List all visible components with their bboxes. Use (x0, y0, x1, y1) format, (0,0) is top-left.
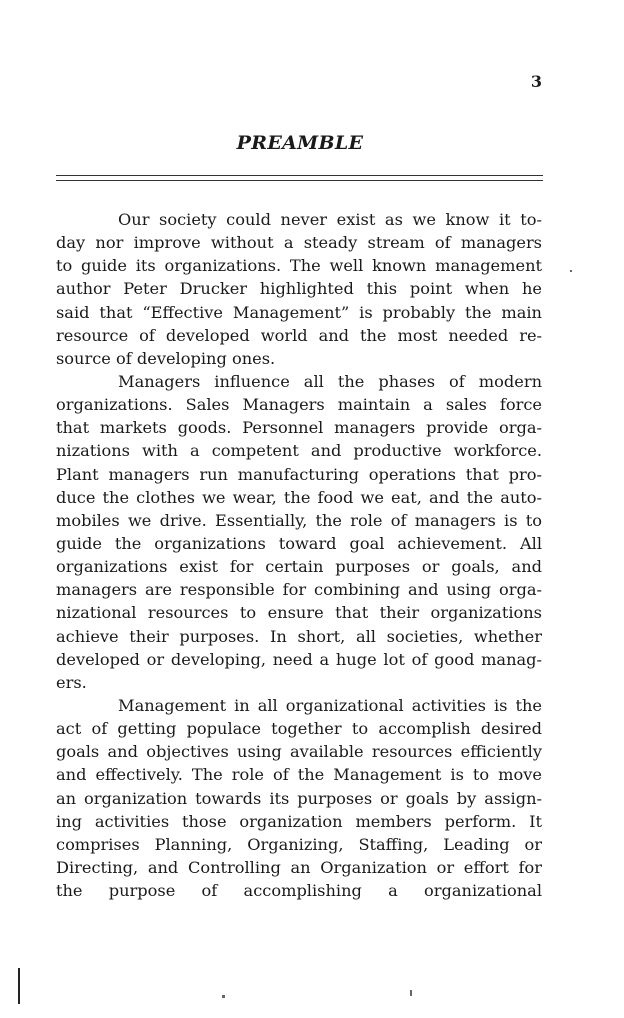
page-number: 3 (530, 72, 542, 91)
text-line: nizational resources to ensure that their organizations (56, 603, 542, 623)
text-line: said that “Effective Management” is probably the main (56, 302, 542, 322)
text-line: Directing, and Controlling an Organization or effort for (56, 857, 542, 877)
text-line: Management in all organizational activities is the (118, 695, 542, 715)
text-line: the purpose of accomplishing a organizational (56, 881, 542, 901)
text-line: to guide its organizations. The well known management (56, 256, 542, 276)
text-line: organizations. Sales Managers maintain a sales force (56, 395, 542, 415)
text-line: resource of developed world and the most needed re- (56, 325, 542, 345)
title-divider-top (56, 175, 543, 176)
text-line: managers are responsible for combining and using orga- (56, 580, 542, 600)
body-text (56, 208, 542, 902)
text-line: nizations with a competent and productive workforce. (56, 441, 542, 461)
scan-artifact (18, 968, 20, 1004)
text-line: duce the clothes we wear, the food we eat, and the auto- (56, 487, 542, 507)
text-line: Our society could never exist as we know it to- (118, 210, 542, 229)
text-line: ing activities those organization members perform. It (56, 811, 542, 831)
text-line: achieve their purposes. In short, all societies, whether (56, 626, 542, 646)
text-line: act of getting populace together to accomplish desired (56, 719, 542, 739)
page-title: PREAMBLE (236, 132, 364, 154)
scan-artifact (570, 270, 572, 272)
text-line: comprises Planning, Organizing, Staffing, Leading or (56, 834, 542, 854)
text-line: and effectively. The role of the Management is to move (56, 765, 542, 785)
text-line: an organization towards its purposes or goals by assign- (56, 788, 542, 808)
text-line: ers. (56, 672, 87, 692)
text-line: developed or developing, need a huge lot of good manag- (56, 649, 542, 669)
text-line: guide the organizations toward goal achievement. All (56, 533, 542, 553)
title-divider-bottom (56, 180, 543, 181)
text-line: that markets goods. Personnel managers provide orga- (56, 418, 542, 438)
text-line: goals and objectives using available resources efficiently (56, 742, 542, 762)
text-line: source of developing ones. (56, 348, 276, 368)
text-line: Plant managers run manufacturing operations that pro- (56, 464, 542, 484)
text-line: day nor improve without a steady stream of managers (56, 233, 542, 253)
text-line: Managers influence all the phases of modern (118, 371, 542, 391)
text-line: organizations exist for certain purposes or goals, and (56, 557, 542, 577)
scan-artifact (222, 995, 225, 998)
scan-artifact (410, 990, 412, 996)
text-line: mobiles we drive. Essentially, the role of managers is to (56, 510, 542, 530)
text-line: author Peter Drucker highlighted this point when he (56, 279, 542, 299)
